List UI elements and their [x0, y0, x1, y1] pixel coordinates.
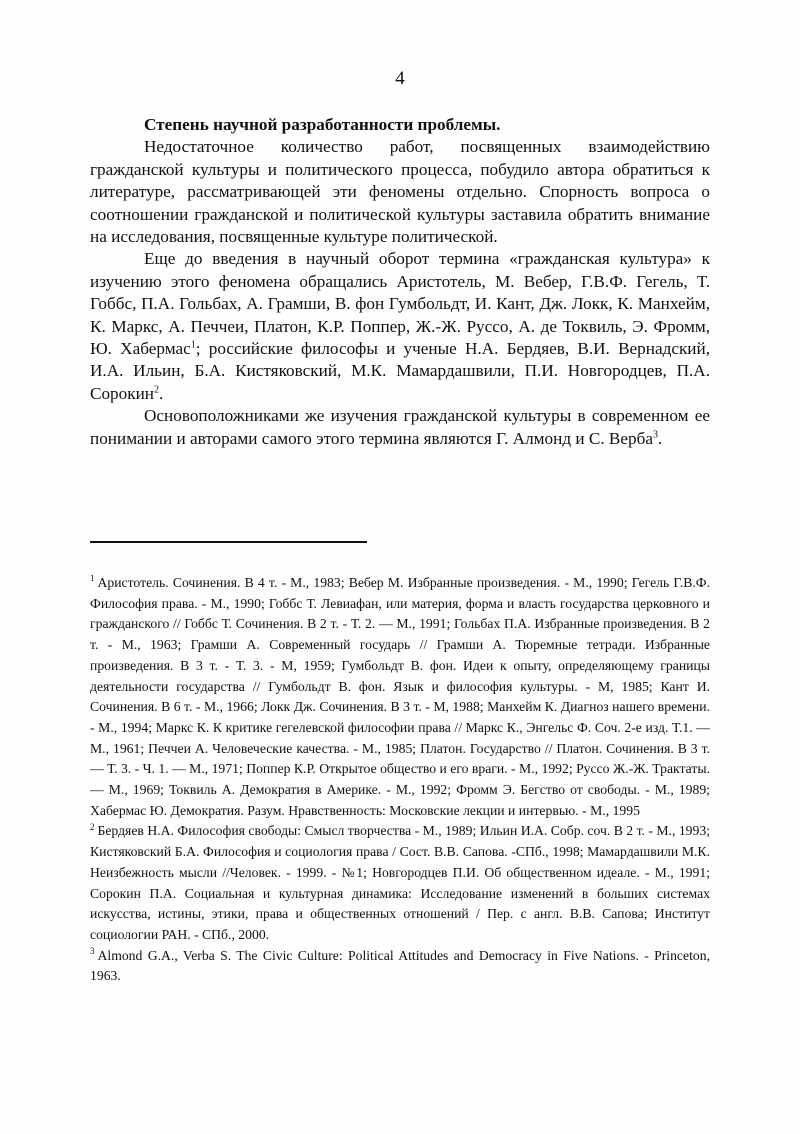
- paragraph-text: .: [657, 428, 663, 448]
- footnote: [90, 946, 710, 987]
- paragraph-text: Основоположниками же изучения гражданской культуры в современном ее понимании и авторами самого этого термина являются Г. Алмонд и С. Верба: [90, 406, 710, 448]
- footnote-text: Аристотель. Сочинения. В 4 т. - М., 1983; Вебер М. Избранные произведения. - М., 1990; Гегель Г.В.Ф. Философия права. - М., 1990; Гоббс Т. Левиафан, или материя, форма и власть государства церковного и гражданского // Гоббс Т. Сочинения. В 2 т. - Т. 2. — М., 1991; Гольбах П.А. Избранные произведения. В 2 т. - М., 1963; Грамши А. Современный государь // Грамши А. Тюремные тетради. Избранные произведения. В 3 т. - Т. 3. - М, 1959; Гумбольдт В. фон. Идеи к опыту, определяющему границы деятельности государства // Гумбольдт В. фон. Язык и философия культуры. - М, 1985; Кант И. Сочинения. В 6 т. - М., 1966; Локк Дж. Сочинения. В 3 т. - М, 1988; Манхейм К. Диагноз нашего времени. - М., 1994; Маркс К. К критике гегелевской философии права // Маркс К., Энгельс Ф. Соч. 2-е изд. Т.1. — М., 1961; Печчеи А. Человеческие качества. - М., 1985; Платон. Государство // Платон. Сочинения. В 3 т. — Т. 3. - Ч. 1. — М., 1971; Поппер К.Р. Открытое общество и его враги. - М., 1992; Руссо Ж.-Ж. Трактаты. — М., 1969; Токвиль А. Демократия в Америке. - М., 1992; Фромм Э. Бегство от свободы. - М., 1989; Хабермас Ю. Демократия. Разум. Нравственность: Московские лекции и интервью. - М., 1995: [90, 575, 710, 818]
- footnote-mark: 3: [90, 946, 95, 957]
- page-number: 4: [395, 68, 405, 89]
- paragraph-text: .: [159, 383, 164, 403]
- footnote-separator: [90, 541, 367, 543]
- paragraph-text: Недостаточное количество работ, посвященных взаимодействию гражданской культуры и политического процесса, побудило автора обратиться к литературе, рассматривающей эти феномены отдельно. Спорность вопроса о соотношении гражданской и политической культуры заставила обратить внимание на исследования, посвященные культуре политической.: [90, 137, 710, 247]
- paragraph: [90, 248, 710, 405]
- paragraph-text: ; российские философы и ученые Н.А. Бердяев, В.И. Вернадский, И.А. Ильин, Б.А. Кистяковский, М.К. Мамардашвили, П.И. Новгородцев, П.А. Сорокин: [90, 339, 711, 403]
- footnote-mark: 1: [90, 573, 95, 584]
- footnotes: [90, 573, 710, 987]
- footnote-text: Бердяев Н.А. Философия свободы: Смысл творчества - М., 1989; Ильин И.А. Собр. соч. В 2 т. - М., 1993; Кистяковский Б.А. Философия и социология права / Сост. В.В. Сапова. -СПб., 1998; Мамардашвили М.К. Неизбежность мысли //Человек. - 1999. - №1; Новгородцев П.И. Об общественном идеале. - М., 1991; Сорокин П.А. Социальная и культурная динамика: Исследование изменений в больших системах искусства, истины, этики, права и общественных отношений / Пер. с англ. В.В. Сапова; Институт социологии РАН. - СПб., 2000.: [90, 823, 710, 942]
- footnote-reference: 2: [154, 384, 159, 396]
- footnote-reference: 1: [190, 339, 196, 351]
- footnote-reference: 3: [652, 428, 658, 440]
- footnote: [90, 821, 710, 945]
- footnote-text: Almond G.A., Verba S. The Civic Culture: Political Attitudes and Democracy in Five Nations. - Princeton, 1963.: [90, 947, 710, 984]
- section-heading: Степень научной разработанности проблемы.: [144, 115, 501, 134]
- main-text: [90, 114, 710, 450]
- paragraph: [90, 405, 710, 450]
- footnote: [90, 573, 710, 821]
- footnote-mark: 2: [90, 821, 95, 832]
- paragraph: [90, 136, 710, 248]
- paragraph-text: Еще до введения в научный оборот термина «гражданская культура» к изучению этого феномена обращались Аристотель, М. Вебер, Г.В.Ф. Гегель, Т. Гоббс, П.А. Гольбах, А. Грамши, В. фон Гумбольдт, И. Кант, Дж. Локк, К. Манхейм, К. Маркс, А. Печчеи, Платон, К.Р. Поппер, Ж.-Ж. Руссо, А. де Токвиль, Э. Фромм, Ю. Хабермас: [90, 249, 710, 359]
